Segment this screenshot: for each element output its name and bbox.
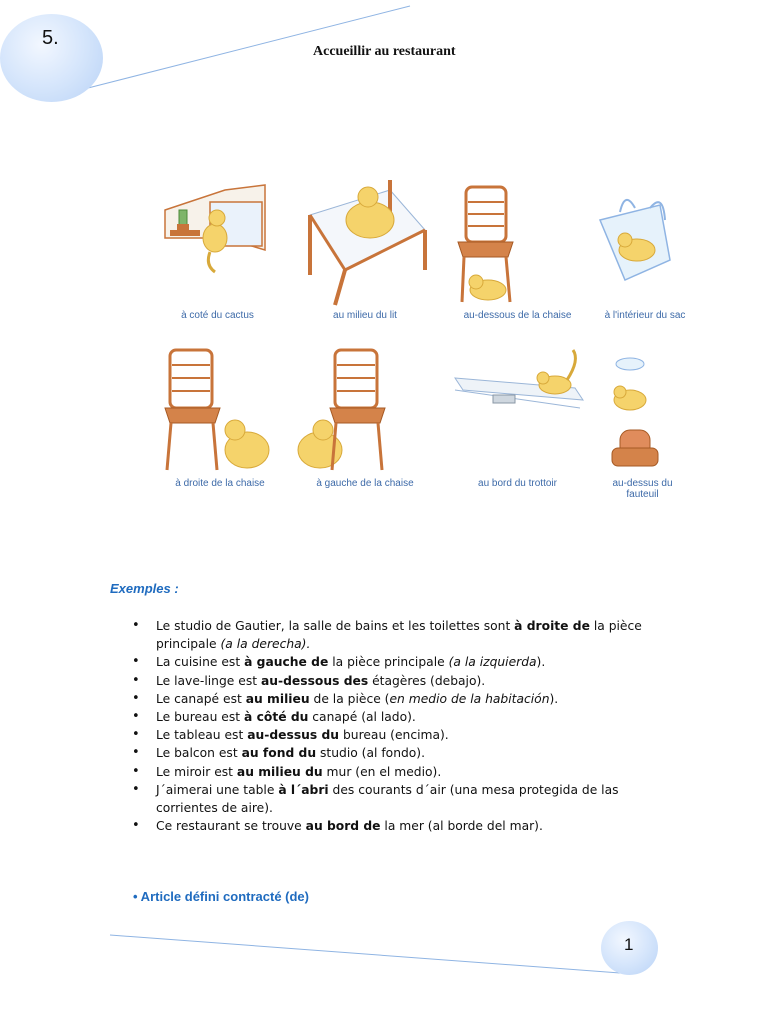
example-text: des courants d´air (una mesa protegida de las corrientes de aire).: [156, 782, 619, 816]
example-text: de la pièce (: [309, 691, 390, 706]
example-text: La cuisine est: [156, 655, 245, 670]
example-text: Ce restaurant se trouve: [156, 819, 306, 834]
example-item: [132, 781, 652, 817]
chair-cat-left-illustration: [298, 350, 385, 470]
example-text: canapé (al lado).: [308, 710, 416, 725]
caption-au-dessous-de-la-chaise: au-dessous de la chaise: [463, 310, 572, 321]
page-number: 1: [624, 935, 634, 954]
footer-rule: [110, 935, 620, 973]
caption-a-l-interieur-du-sac: à l'intérieur du sac: [604, 310, 686, 321]
chapter-number: 5.: [42, 27, 59, 49]
example-text: ).: [536, 655, 546, 670]
example-keyword: au bord de: [305, 819, 381, 834]
subsection-article-defini-contracte: • Article défini contracté (de): [133, 889, 309, 904]
illustration-panel: [150, 170, 700, 510]
example-keyword: à gauche de: [244, 655, 329, 670]
example-text: (a la derecha).: [220, 637, 311, 652]
example-keyword: à côté du: [244, 710, 309, 725]
example-text: la pièce principale: [156, 619, 642, 652]
example-text: la mer (al borde del mar).: [380, 819, 543, 834]
example-keyword: au milieu: [245, 691, 310, 706]
caption-a-droite-de-la-chaise: à droite de la chaise: [175, 478, 265, 489]
examples-heading: Exemples :: [110, 581, 179, 596]
example-text: étagères (debajo).: [368, 673, 486, 688]
example-text: Le canapé est: [156, 691, 246, 706]
window-cactus-cat-illustration: [165, 185, 265, 272]
curb-cat-illustration: [455, 350, 583, 408]
example-text: mur (en el medio).: [322, 764, 442, 779]
example-keyword: au fond du: [241, 746, 317, 761]
example-item: [132, 708, 652, 726]
example-text: Le tableau est: [156, 728, 248, 743]
example-keyword: au milieu du: [236, 764, 323, 779]
example-text: studio (al fondo).: [316, 746, 426, 761]
example-text: Le miroir est: [156, 764, 237, 779]
examples-list: [132, 617, 652, 835]
example-item: [132, 817, 652, 835]
example-text: (a la izquierda: [448, 655, 537, 670]
example-keyword: à l´abri: [278, 782, 329, 797]
example-text: J´aimerai une table: [156, 782, 279, 797]
example-item: [132, 726, 652, 744]
example-text: Le studio de Gautier, la salle de bains et les toilettes sont: [156, 619, 515, 633]
example-item: [132, 672, 652, 690]
example-text: bureau (encima).: [339, 728, 449, 743]
example-text: ).: [549, 691, 559, 706]
armchair-cat-above-illustration: [612, 358, 658, 466]
example-item: [132, 744, 652, 762]
caption-au-milieu-du-lit: au milieu du lit: [333, 310, 397, 321]
caption-au-dessus-du-fauteuil: au-dessus du fauteuil: [612, 478, 673, 500]
example-text: Le lave-linge est: [156, 673, 261, 688]
page-title: Accueillir au restaurant: [313, 44, 456, 59]
caption-a-gauche-de-la-chaise: à gauche de la chaise: [316, 478, 414, 489]
example-item: [132, 690, 652, 708]
example-item: [132, 653, 652, 671]
bed-cat-illustration: [310, 180, 425, 305]
example-keyword: à droite de: [514, 619, 590, 633]
example-keyword: au-dessus du: [247, 728, 340, 743]
example-text: en medio de la habitación: [389, 691, 550, 706]
example-keyword: au-dessous des: [260, 673, 369, 688]
caption-a-cote-du-cactus: à coté du cactus: [181, 310, 254, 321]
chair-cat-under-illustration: [458, 187, 513, 302]
example-item: [132, 617, 652, 653]
bag-cat-inside-illustration: [600, 200, 670, 280]
example-text: Le bureau est: [156, 710, 244, 725]
example-item: [132, 763, 652, 781]
example-text: la pièce principale: [328, 655, 449, 670]
chair-cat-right-illustration: [165, 350, 269, 470]
example-text: Le balcon est: [156, 746, 242, 761]
caption-au-bord-du-trottoir: au bord du trottoir: [478, 478, 557, 489]
